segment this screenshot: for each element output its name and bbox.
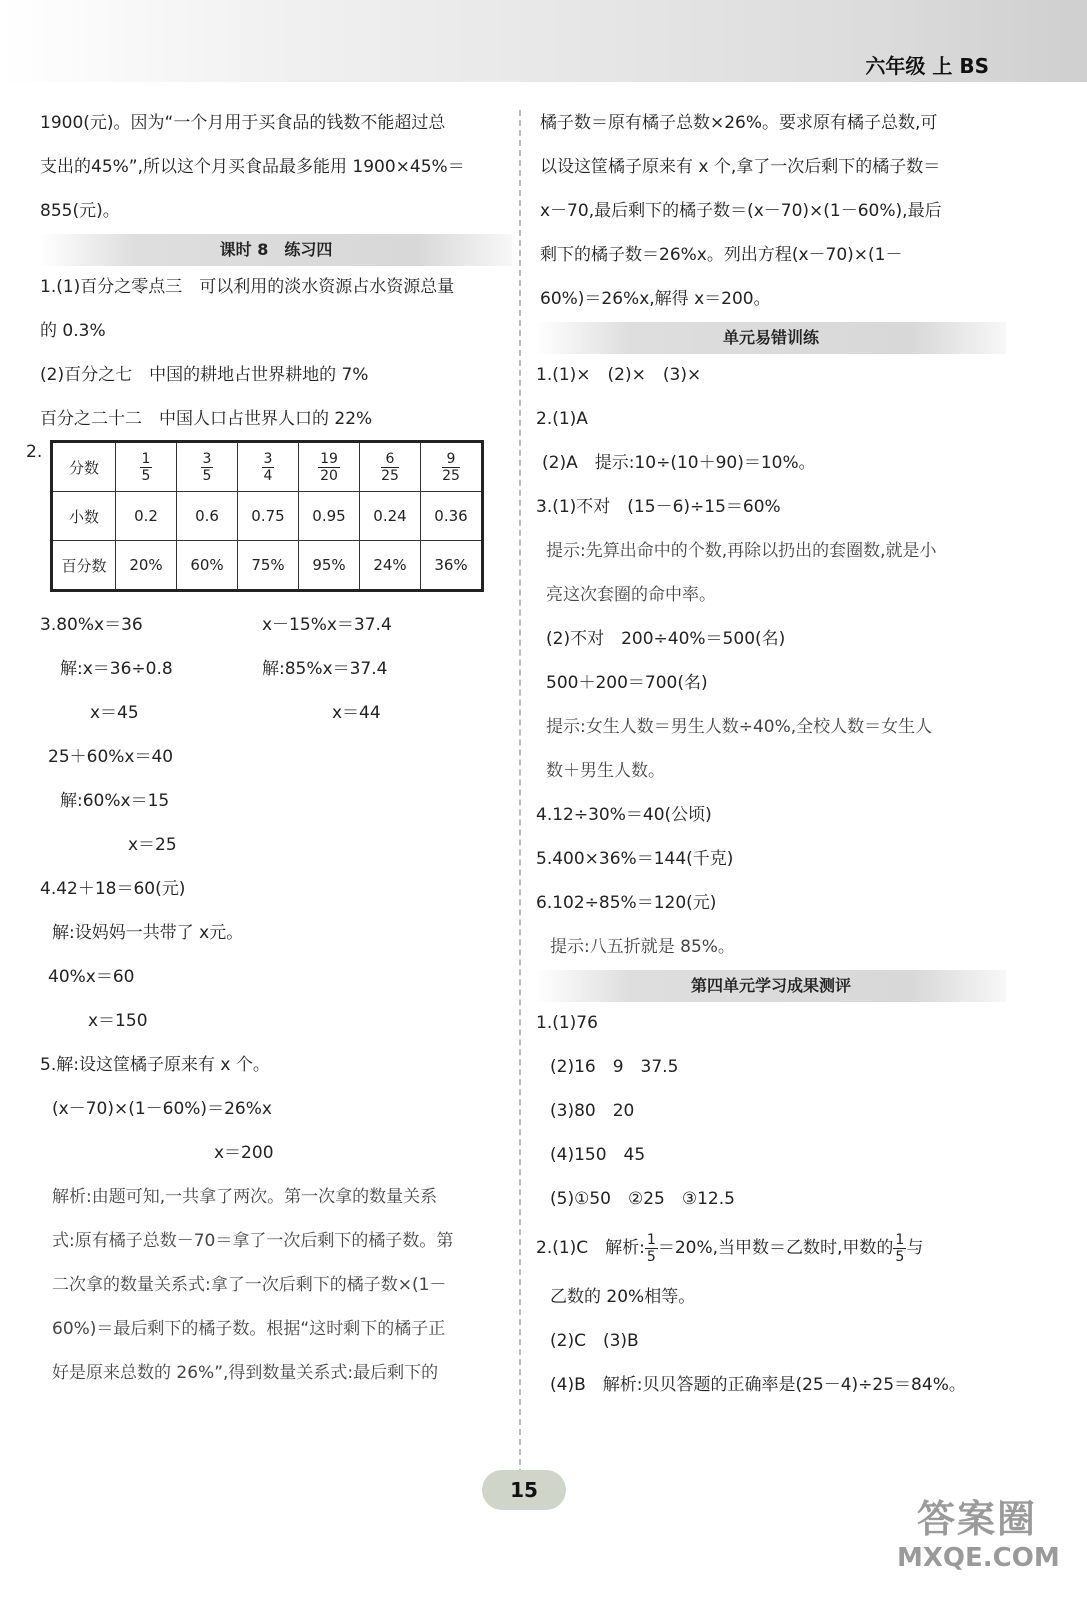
text-line: 1900(元)。因为“一个月用于买食品的钱数不能超过总 bbox=[40, 113, 446, 133]
text-line: 支出的45%”,所以这个月买食品最多能用 1900×45%＝ bbox=[40, 157, 465, 177]
text-line: 4.12÷30%＝40(公顷) bbox=[536, 805, 712, 825]
fraction: $\frac{9}{25}$ bbox=[442, 450, 460, 484]
table-cell: 0.36 bbox=[421, 492, 483, 541]
table-row bbox=[52, 541, 483, 591]
text-line: 855(元)。 bbox=[40, 201, 120, 221]
equation: x＝25 bbox=[128, 835, 177, 855]
table-cell: 0.2 bbox=[116, 492, 177, 541]
row-label: 分数 bbox=[52, 442, 116, 492]
table-cell: 36% bbox=[421, 541, 483, 591]
table-cell bbox=[177, 442, 238, 492]
text-line: 1.(1)× (2)× (3)× bbox=[536, 365, 702, 385]
fraction: $\frac{6}{25}$ bbox=[381, 450, 399, 484]
text-line: 60%)＝26%x,解得 x＝200。 bbox=[540, 289, 771, 309]
page-header bbox=[0, 0, 1087, 82]
right-column bbox=[536, 112, 1006, 1396]
text-line: 1.(1)百分之零点三 可以利用的淡水资源占水资源总量 bbox=[40, 277, 455, 297]
table-cell: 0.75 bbox=[238, 492, 299, 541]
text-line: 4.42＋18＝60(元) bbox=[40, 879, 186, 899]
text-line: 数＋男生人数。 bbox=[546, 761, 665, 781]
text-line: 5.解:设这筐橘子原来有 x 个。 bbox=[40, 1055, 270, 1075]
page-number: 15 bbox=[482, 1470, 566, 1510]
q2-suffix: 与 bbox=[906, 1238, 924, 1258]
fraction: $\frac{19}{20}$ bbox=[320, 450, 338, 484]
table-cell: 24% bbox=[360, 541, 421, 591]
table-cell bbox=[360, 442, 421, 492]
watermark-logo: 答案圈 MXQE.COM bbox=[897, 1497, 1060, 1573]
fraction: $\frac{1}{5}$ bbox=[646, 1231, 656, 1265]
fraction: $\frac{1}{5}$ bbox=[141, 450, 151, 484]
q2-prefix: 2.(1)C 解析: bbox=[536, 1238, 645, 1258]
text-line: (2)C (3)B bbox=[550, 1331, 639, 1351]
equations-block bbox=[40, 614, 512, 878]
text-line: 解析:由题可知,一共拿了两次。第一次拿的数量关系 bbox=[52, 1187, 438, 1207]
text-line: (4)150 45 bbox=[550, 1145, 646, 1165]
equation: x＝45 bbox=[90, 703, 139, 723]
text-line: x＝150 bbox=[88, 1011, 148, 1031]
text-line: 60%)＝最后剩下的橘子数。根据“这时剩下的橘子正 bbox=[52, 1319, 446, 1339]
text-line: 二次拿的数量关系式:拿了一次后剩下的橘子数×(1－ bbox=[52, 1275, 447, 1295]
table-row bbox=[52, 492, 483, 541]
text-line: (x－70)×(1－60%)＝26%x bbox=[52, 1099, 272, 1119]
text-line: 解:设妈妈一共带了 x元。 bbox=[52, 923, 244, 943]
row-label: 小数 bbox=[52, 492, 116, 541]
text-line: (2)16 9 37.5 bbox=[550, 1057, 679, 1077]
text-line: x－70,最后剩下的橘子数＝(x－70)×(1－60%),最后 bbox=[540, 201, 942, 221]
equation: 3.80%x＝36 bbox=[40, 615, 143, 635]
equation: 解:x＝36÷0.8 bbox=[60, 659, 173, 679]
text-line: 提示:女生人数＝男生人数÷40%,全校人数＝女生人 bbox=[546, 717, 933, 737]
equation: 解:85%x＝37.4 bbox=[262, 659, 388, 679]
text-line: (2)不对 200÷40%＝500(名) bbox=[546, 629, 786, 649]
table-cell: 0.24 bbox=[360, 492, 421, 541]
table-cell: 95% bbox=[299, 541, 360, 591]
section-title: 第四单元学习成果测评 bbox=[536, 970, 1006, 1002]
table-cell bbox=[421, 442, 483, 492]
text-line: 40%x＝60 bbox=[48, 967, 135, 987]
table-cell bbox=[238, 442, 299, 492]
text-line: 5.400×36%＝144(千克) bbox=[536, 849, 734, 869]
text-line: 好是原来总数的 26%”,得到数量关系式:最后剩下的 bbox=[52, 1363, 439, 1383]
question-2-line bbox=[536, 1228, 1006, 1268]
text-line: 3.(1)不对 (15－6)÷15＝60% bbox=[536, 497, 781, 517]
q2-mid: ＝20%,当甲数＝乙数时,甲数的 bbox=[657, 1238, 894, 1258]
text-line: (2)百分之七 中国的耕地占世界耕地的 7% bbox=[40, 365, 369, 385]
text-line: 1.(1)76 bbox=[536, 1013, 598, 1033]
text-line: 6.102÷85%＝120(元) bbox=[536, 893, 717, 913]
question-number: 2. bbox=[26, 442, 43, 462]
table-cell bbox=[116, 442, 177, 492]
left-column bbox=[26, 112, 512, 1384]
table-row bbox=[52, 442, 483, 492]
text-line: 剩下的橘子数＝26%x。列出方程(x－70)×(1－ bbox=[540, 245, 903, 265]
text-line: (5)①50 ②25 ③12.5 bbox=[550, 1189, 735, 1209]
equation: 25＋60%x＝40 bbox=[48, 747, 174, 767]
fraction: $\frac{3}{5}$ bbox=[202, 450, 212, 484]
text-line: x＝200 bbox=[214, 1143, 274, 1163]
text-line: 2.(1)A bbox=[536, 409, 588, 429]
column-divider bbox=[519, 110, 521, 1475]
text-line: 乙数的 20%相等。 bbox=[550, 1287, 696, 1307]
section-title: 课时 8 练习四 bbox=[40, 234, 512, 266]
table-cell: 0.6 bbox=[177, 492, 238, 541]
grade-label: 六年级 上 BS bbox=[865, 54, 989, 78]
text-line: (4)B 解析:贝贝答题的正确率是(25－4)÷25＝84%。 bbox=[550, 1375, 966, 1395]
equation: 解:60%x＝15 bbox=[60, 791, 170, 811]
equation: x＝44 bbox=[332, 703, 381, 723]
row-label: 百分数 bbox=[52, 541, 116, 591]
fraction: $\frac{1}{5}$ bbox=[895, 1231, 905, 1265]
text-line: 的 0.3% bbox=[40, 321, 106, 341]
table-cell bbox=[299, 442, 360, 492]
equation: x－15%x＝37.4 bbox=[262, 615, 392, 635]
text-line: 提示:八五折就是 85%。 bbox=[550, 937, 735, 957]
table-cell: 0.95 bbox=[299, 492, 360, 541]
section-title: 单元易错训练 bbox=[536, 322, 1006, 354]
text-line: 橘子数＝原有橘子总数×26%。要求原有橘子总数,可 bbox=[540, 113, 938, 133]
text-line: 以设这筐橘子原来有 x 个,拿了一次后剩下的橘子数＝ bbox=[540, 157, 941, 177]
table-cell: 60% bbox=[177, 541, 238, 591]
text-line: 亮这次套圈的命中率。 bbox=[546, 585, 716, 605]
conversion-table-block bbox=[26, 440, 512, 592]
conversion-table bbox=[50, 440, 484, 592]
text-line: 百分之二十二 中国人口占世界人口的 22% bbox=[40, 409, 373, 429]
text-line: 式:原有橘子总数－70＝拿了一次后剩下的橘子数。第 bbox=[52, 1231, 454, 1251]
text-line: (3)80 20 bbox=[550, 1101, 635, 1121]
text-line: (2)A 提示:10÷(10＋90)＝10%。 bbox=[542, 453, 816, 473]
text-line: 提示:先算出命中的个数,再除以扔出的套圈数,就是小 bbox=[546, 541, 937, 561]
table-cell: 20% bbox=[116, 541, 177, 591]
table-cell: 75% bbox=[238, 541, 299, 591]
fraction: $\frac{3}{4}$ bbox=[263, 450, 273, 484]
text-line: 500＋200＝700(名) bbox=[546, 673, 708, 693]
